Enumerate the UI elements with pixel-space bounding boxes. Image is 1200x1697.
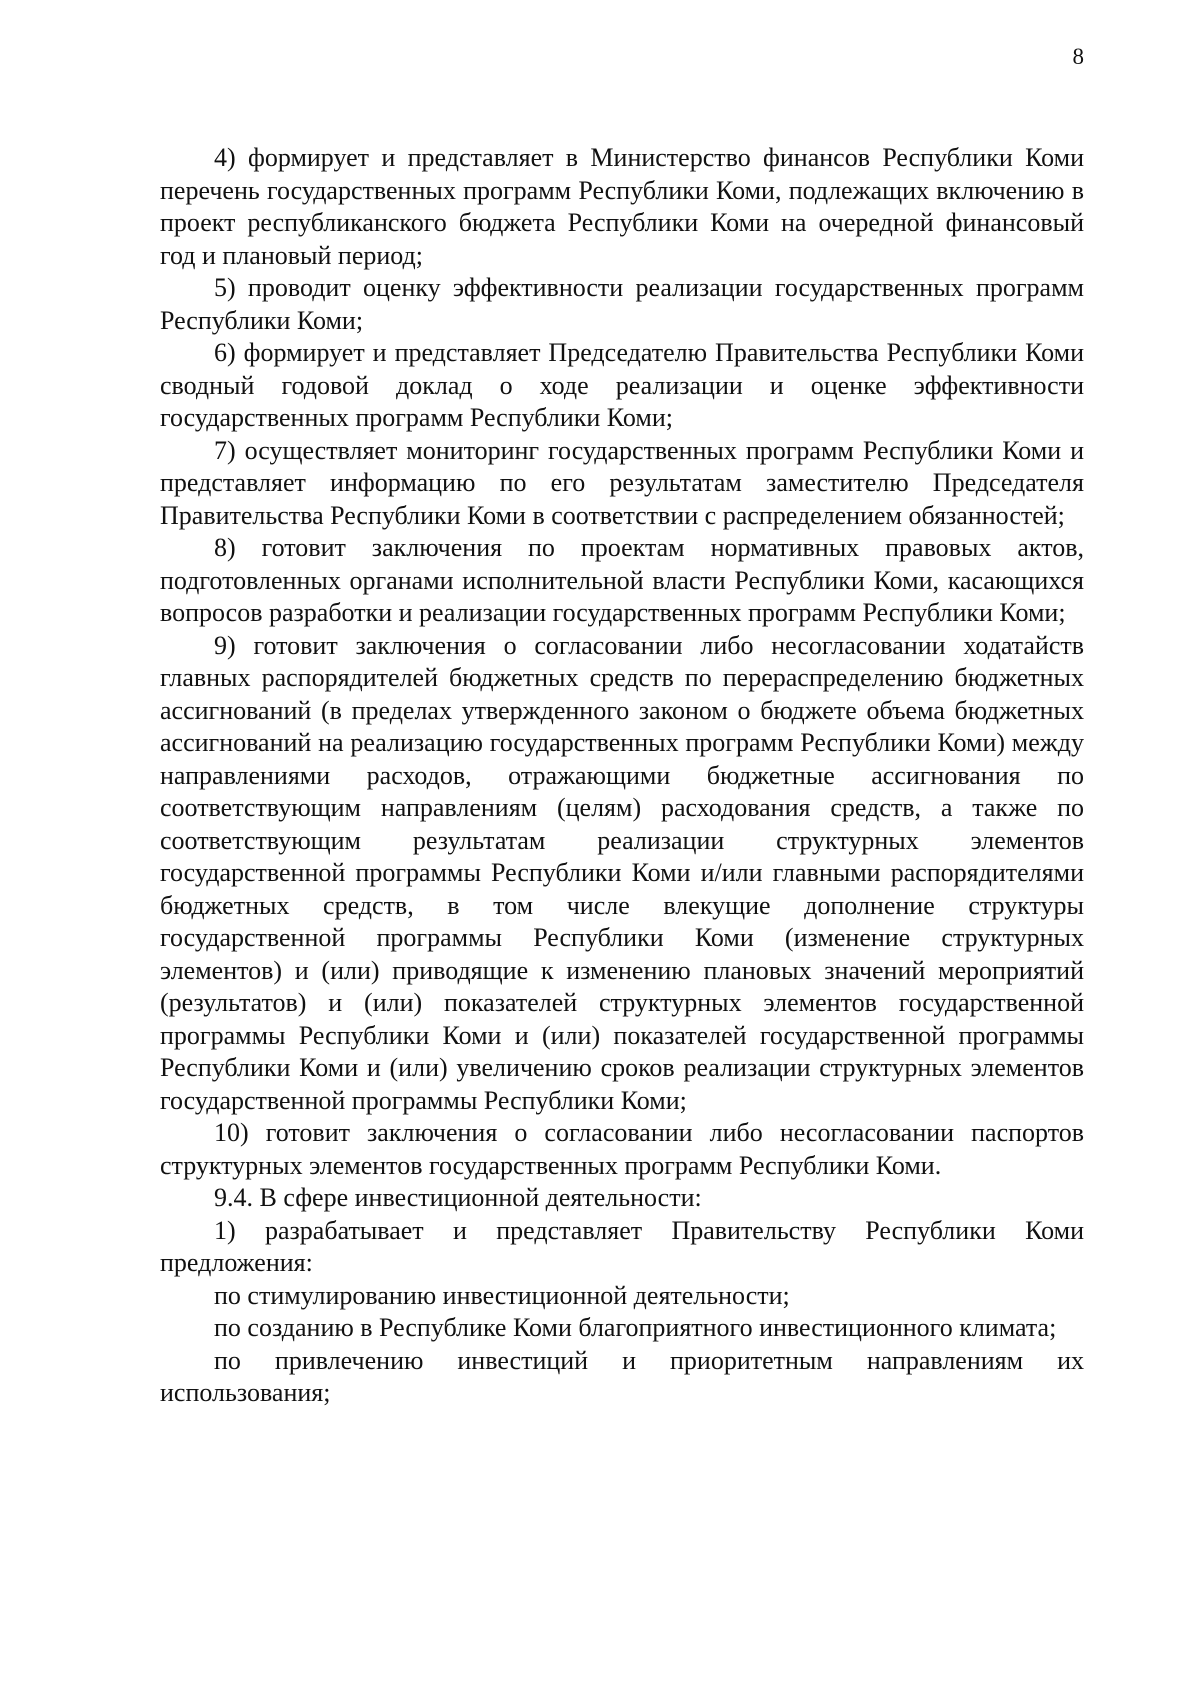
- paragraph-item-6: 6) формирует и представляет Председателю Правительства Республики Коми сводный годовой доклад о ходе реализации и оценке эффективности государственных программ Республики Коми;: [160, 338, 1084, 432]
- paragraph-item-1: 1) разрабатывает и представляет Правительству Республики Коми предложения:: [160, 1215, 1084, 1277]
- paragraph-item-5: 5) проводит оценку эффективности реализации государственных программ Республики Коми;: [160, 273, 1084, 335]
- paragraph-item-4: 4) формирует и представляет в Министерство финансов Республики Коми перечень государственных программ Республики Коми, подлежащих включению в проект республиканского бюджета Республики Коми на очередной финансовый год и плановый период;: [160, 143, 1084, 270]
- paragraph-item-9: 9) готовит заключения о согласовании либо несогласовании ходатайств главных распорядителей бюджетных средств по перераспределению бюджетных ассигнований (в пределах утвержденного законом о бюджете объема бюджетных ассигнований на реализацию государственных программ Республики Коми) между направлениями расходов, отражающими бюджетные ассигнования по соответствующим направлениям (целям) расходования средств, а также по соответствующим результатам реализации структурных элементов государственной программы Республики Коми и/или главными распорядителями бюджетных средств, в том числе влекущие дополнение структуры государственной программы Республики Коми (изменение структурных элементов) и (или) приводящие к изменению плановых значений мероприятий (результатов) и (или) показателей структурных элементов государственной программы Республики Коми и (или) показателей государственной программы Республики Коми и (или) увеличению сроков реализации структурных элементов государственной программы Республики Коми;: [160, 630, 1084, 1115]
- document-body: [160, 142, 1084, 1410]
- sub-item-climate: по созданию в Республике Коми благоприятного инвестиционного климата;: [214, 1313, 1057, 1342]
- paragraph-item-7: 7) осуществляет мониторинг государственных программ Республики Коми и представляет информацию по его результатам заместителю Председателя Правительства Республики Коми в соответствии с распределением обязанностей;: [160, 435, 1084, 530]
- page-number: 8: [1072, 44, 1084, 69]
- paragraph-item-10: 10) готовит заключения о согласовании либо несогласовании паспортов структурных элементов государственных программ Республики Коми.: [160, 1118, 1084, 1180]
- sub-item-stimulation: по стимулированию инвестиционной деятельности;: [214, 1280, 790, 1310]
- paragraph-item-8: 8) готовит заключения по проектам нормативных правовых актов, подготовленных органами исполнительной власти Республики Коми, касающихся вопросов разработки и реализации государственных программ Республики Коми;: [160, 533, 1084, 627]
- section-heading-9-4: 9.4. В сфере инвестиционной деятельности:: [214, 1183, 702, 1212]
- sub-item-investment: по привлечению инвестиций и приоритетным направлениям их использования;: [160, 1345, 1084, 1407]
